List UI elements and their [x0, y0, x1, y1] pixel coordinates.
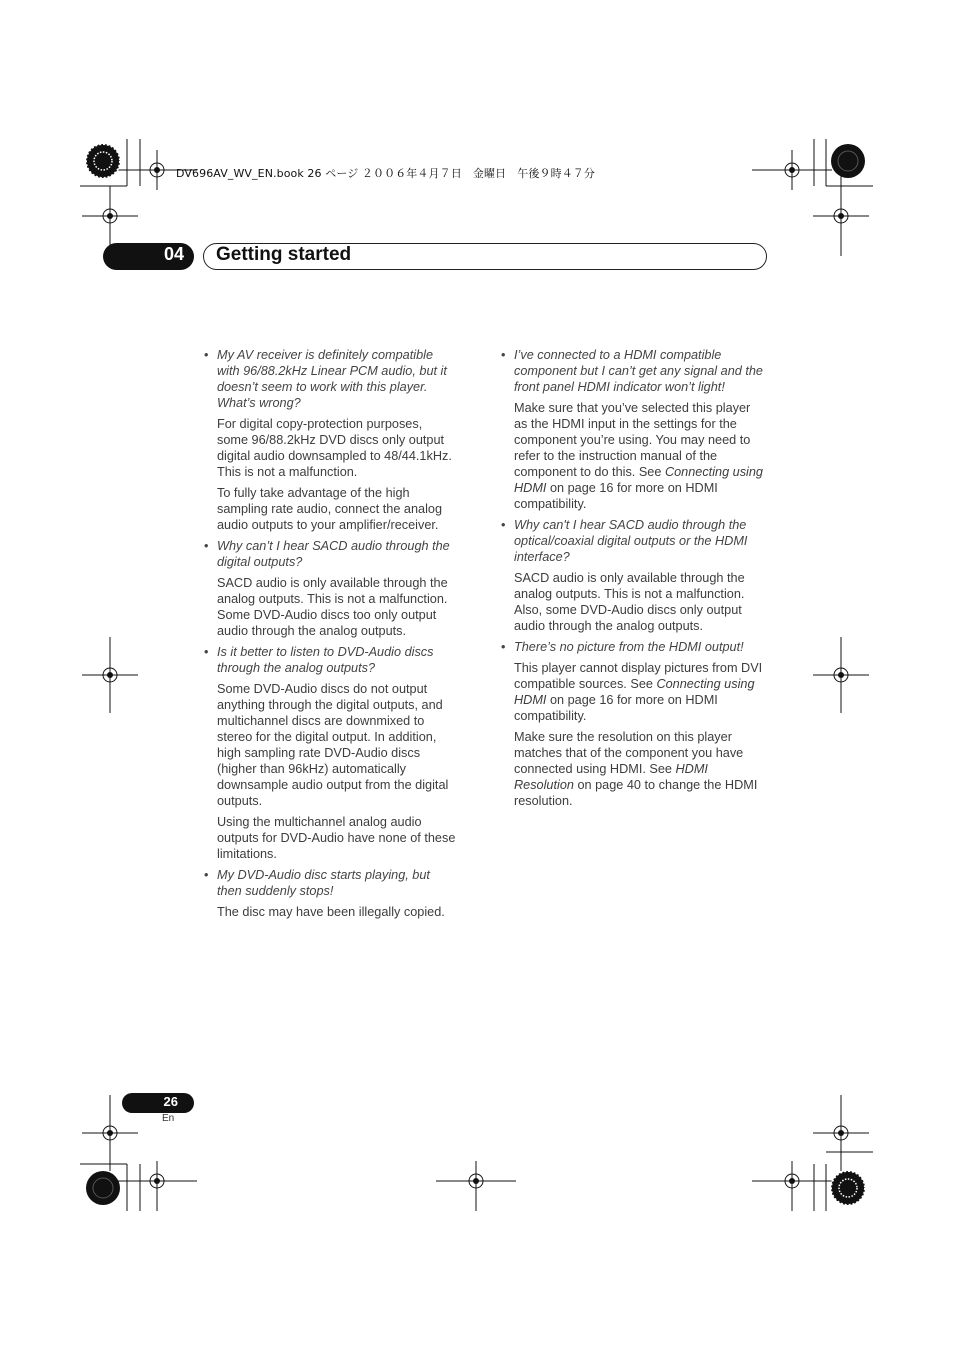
bullet: •: [204, 539, 209, 553]
faq-answer: SACD audio is only available through the analog outputs. This is not a malfunction. Some DVD-Audio discs too only output audio through the analog outputs.: [217, 576, 448, 638]
faq-question: • My AV receiver is definitely compatible with 96/88.2kHz Linear PCM audio, but it doesn’t seem to work with this player. What’s wrong?: [204, 348, 447, 410]
language-label: En: [162, 1113, 175, 1124]
faq-answer: The disc may have been illegally copied.: [217, 905, 445, 919]
faq-answer: SACD audio is only available through the analog outputs. This is not a malfunction. Also, some DVD-Audio discs only output audio through the analog outputs.: [514, 571, 745, 633]
faq-question: • Why can’t I hear SACD audio through the digital outputs?: [204, 539, 450, 569]
faq-answer: To fully take advantage of the high sampling rate audio, connect the analog audio outputs to your amplifier/receiver.: [217, 486, 443, 532]
faq-answer: Make sure the resolution on this player matches that of the component you have connected using HDMI. See HDMI Resolution on page 40 to change the HDMI resolution.: [514, 730, 758, 808]
faq-answer: Some DVD-Audio discs do not output anything through the digital outputs, and multichannel discs are downmixed to stereo for the digital output. In addition, high sampling rate DVD-Audio discs (higher than 96kHz) automatically downsample audio output from the digital outputs.: [217, 682, 449, 808]
chapter-title: Getting started: [216, 244, 352, 265]
right-column: [501, 347, 767, 814]
bullet: •: [501, 348, 506, 362]
faq-question: • Why can't I hear SACD audio through the optical/coaxial digital outputs or the HDMI interface?: [501, 518, 748, 564]
file-header: DV696AV_WV_EN.book 26 ページ ２００６年４月７日 金曜日 午後９時４７分: [176, 167, 595, 180]
bullet: •: [204, 868, 209, 882]
cross-reference: Connecting using HDMI: [514, 465, 763, 495]
bullet: •: [501, 518, 506, 532]
chapter-title-box: [203, 243, 767, 270]
faq-answer: Make sure that you’ve selected this player as the HDMI input in the settings for the component you’re using. You may need to refer to the instruction manual of the component to do this. See Connecting using HDMI on page 16 for more on HDMI compatibility.: [514, 401, 763, 511]
faq-answer: For digital copy-protection purposes, some 96/88.2kHz DVD discs only output digital audio downsampled to 48/44.1kHz. This is not a malfunction.: [217, 417, 452, 479]
chapter-badge: [103, 243, 194, 270]
left-column: [204, 347, 456, 925]
faq-question: • My DVD-Audio disc starts playing, but then suddenly stops!: [204, 868, 430, 898]
bullet: •: [204, 645, 209, 659]
faq-question: • Is it better to listen to DVD-Audio discs through the analog outputs?: [204, 645, 434, 675]
cross-reference: Connecting using HDMI: [514, 677, 755, 707]
faq-answer: Using the multichannel analog audio outputs for DVD-Audio have none of these limitations.: [217, 815, 456, 861]
page-number-badge: [122, 1093, 194, 1113]
faq-question: • There’s no picture from the HDMI output!: [501, 640, 744, 654]
chapter-number: 04: [163, 244, 184, 264]
bullet: •: [501, 640, 506, 654]
faq-question: • I’ve connected to a HDMI compatible component but I can’t get any signal and the front panel HDMI indicator won’t light!: [501, 348, 763, 394]
cross-reference: HDMI Resolution: [514, 762, 708, 792]
page-number: 26: [163, 1094, 178, 1109]
bullet: •: [204, 348, 209, 362]
faq-answer: This player cannot display pictures from DVI compatible sources. See Connecting using HDMI on page 16 for more on HDMI compatibility.: [514, 661, 763, 723]
